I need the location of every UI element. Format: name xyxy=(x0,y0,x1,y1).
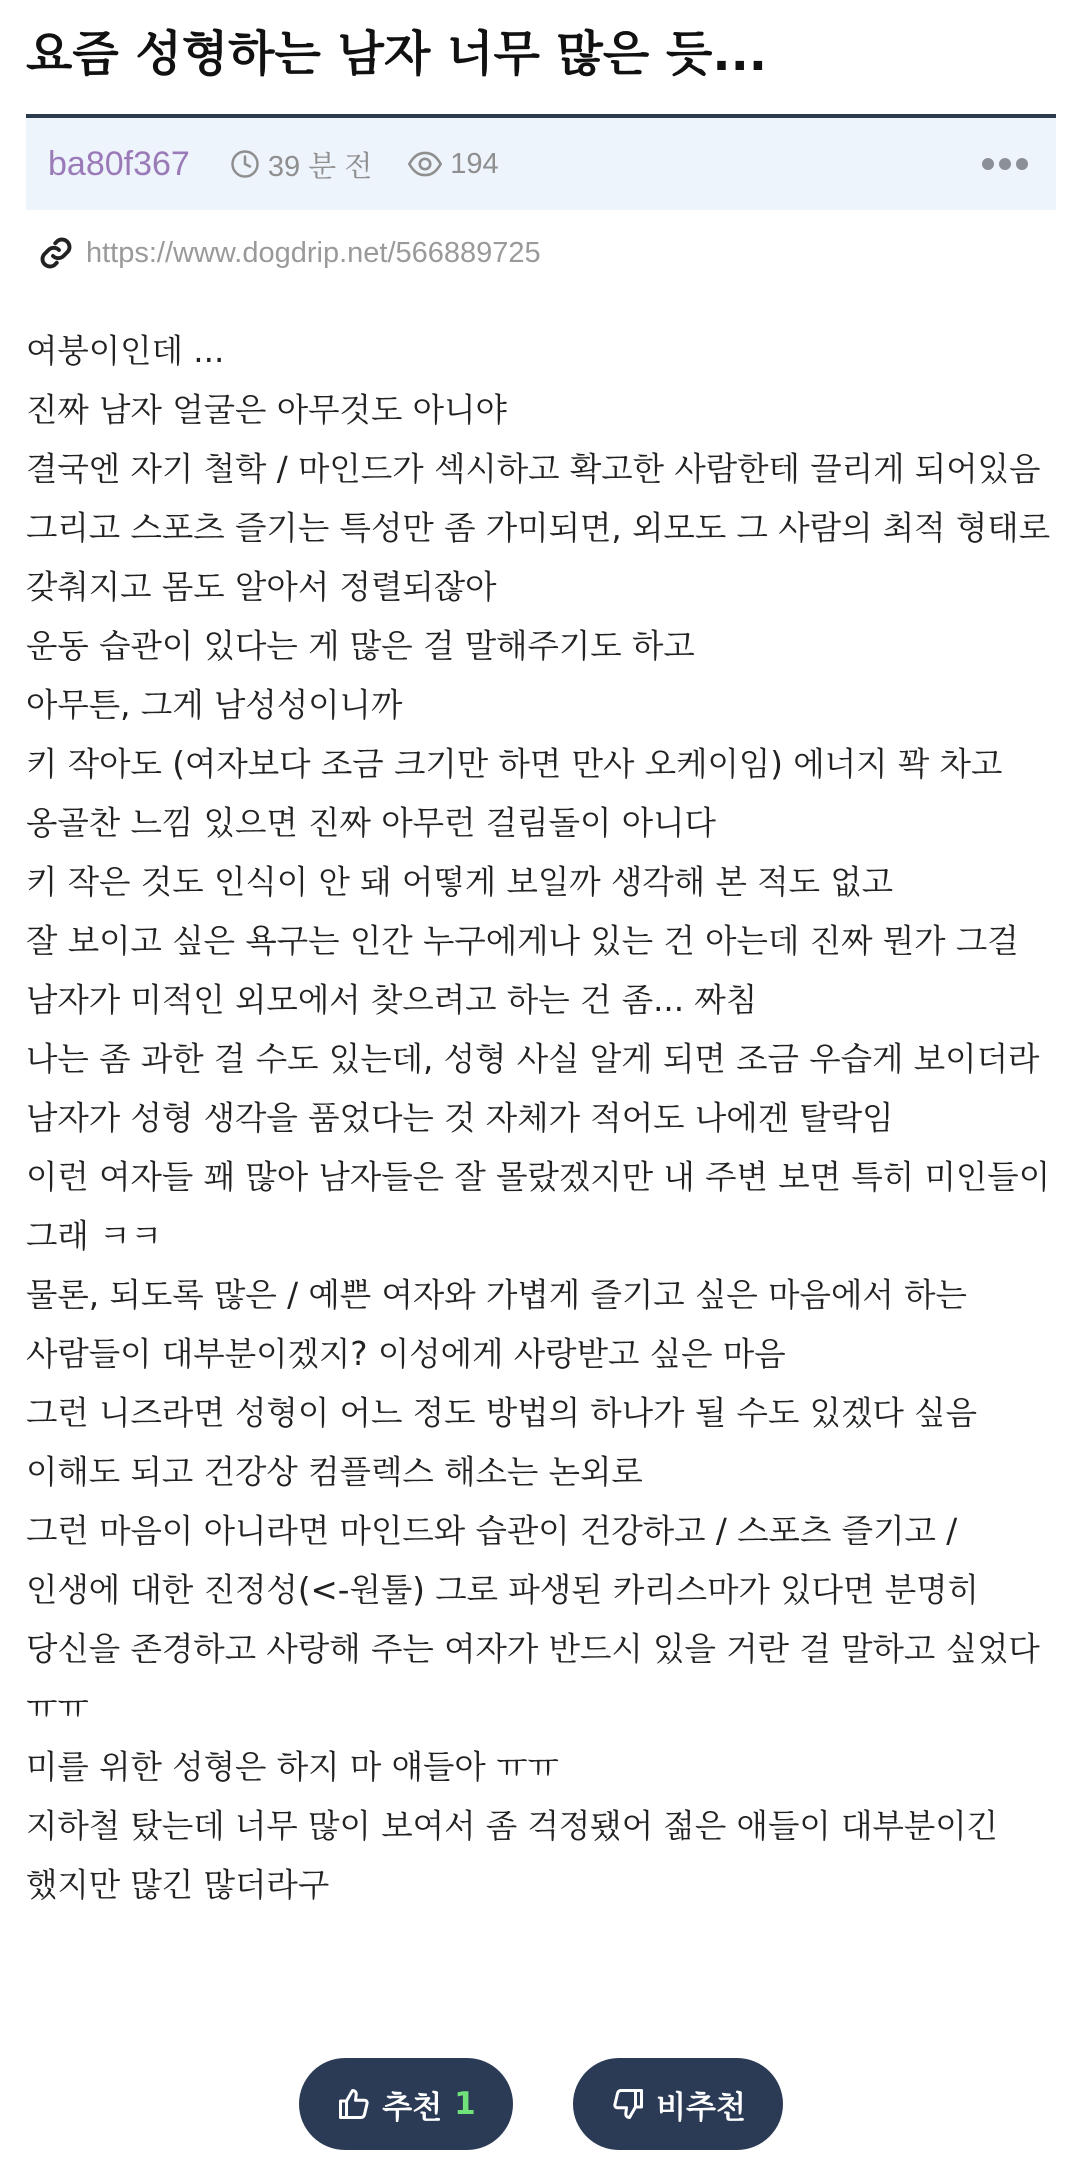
post-title: 요즘 성형하는 남자 너무 많은 듯... xyxy=(26,26,768,82)
more-options-button[interactable] xyxy=(976,148,1034,180)
body-paragraph: 운동 습관이 있다는 게 많은 걸 말해주기도 하고 xyxy=(26,627,695,665)
thumbs-up-icon xyxy=(336,2086,372,2122)
post-link-row xyxy=(26,210,1056,296)
view-count: 194 xyxy=(450,147,499,180)
post-time xyxy=(230,144,372,185)
body-paragraph: 미를 위한 성형은 하지 마 얘들아 ㅠㅠ xyxy=(26,1748,559,1786)
body-paragraph: 키 작아도 (여자보다 조금 크기만 하면 만사 오케이임) 에너지 꽉 차고 옹골찬 느낌 있으면 진짜 아무런 걸림돌이 아니다 xyxy=(26,745,1003,842)
eye-icon xyxy=(408,149,442,179)
body-paragraph: 진짜 남자 얼굴은 아무것도 아니야 xyxy=(26,391,507,429)
post-meta-bar xyxy=(26,118,1056,210)
vote-buttons xyxy=(26,2058,1056,2150)
downvote-button[interactable] xyxy=(573,2058,783,2150)
body-paragraph: 여붕이인데 ... xyxy=(26,332,225,370)
post-page xyxy=(26,0,1056,2126)
post-time-text: 39 분 전 xyxy=(267,150,373,183)
more-icon-dot xyxy=(1016,158,1028,170)
upvote-count: 1 xyxy=(454,2086,476,2122)
body-paragraph: 그리고 스포츠 즐기는 특성만 좀 가미되면, 외모도 그 사람의 최적 형태로 갖춰지고 몸도 알아서 정렬되잖아 xyxy=(26,509,1051,606)
body-paragraph: 나는 좀 과한 걸 수도 있는데, 성형 사실 알게 되면 조금 우습게 보이더라 남자가 성형 생각을 품었다는 것 자체가 적어도 나에겐 탈락임 xyxy=(26,1040,1040,1137)
body-paragraph: 이런 여자들 꽤 많아 남자들은 잘 몰랐겠지만 내 주변 보면 특히 미인들이 그래 ㅋㅋ xyxy=(26,1158,1051,1255)
body-paragraph: 잘 보이고 싶은 욕구는 인간 누구에게나 있는 건 아는데 진짜 뭔가 그걸 남자가 미적인 외모에서 찾으려고 하는 건 좀... 짜침 xyxy=(26,922,1019,1019)
body-paragraph: 아무튼, 그게 남성성이니까 xyxy=(26,686,403,724)
post-url-link[interactable]: https://www.dogdrip.net/566889725 xyxy=(86,236,541,269)
body-paragraph: 그런 마음이 아니라면 마인드와 습관이 건강하고 / 스포츠 즐기고 / 인생에 대한 진정성(<-원툴) 그로 파생된 카리스마가 있다면 분명히 당신을 존경하고 사랑해 주는 여자가 반드시 있을 거란 걸 말하고 싶었다 ㅠㅠ xyxy=(26,1512,1040,1727)
clock-icon xyxy=(230,149,260,179)
more-icon xyxy=(982,158,994,170)
body-paragraph: 키 작은 것도 인식이 안 돼 어떻게 보일까 생각해 본 적도 없고 xyxy=(26,863,894,901)
downvote-label: 비추천 xyxy=(656,2089,746,2126)
post-body xyxy=(26,322,1056,1915)
body-paragraph: 그런 니즈라면 성형이 어느 정도 방법의 하나가 될 수도 있겠다 싶음 이해도 되고 건강상 컴플렉스 해소는 논외로 xyxy=(26,1394,977,1491)
body-paragraph: 물론, 되도록 많은 / 예쁜 여자와 가볍게 즐기고 싶은 마음에서 하는 사람들이 대부분이겠지? 이성에게 사랑받고 싶은 마음 xyxy=(26,1276,967,1373)
upvote-label: 추천 xyxy=(382,2089,443,2126)
body-paragraph: 지하철 탔는데 너무 많이 보여서 좀 걱정됐어 젊은 애들이 대부분이긴 했지만 많긴 많더라구 xyxy=(26,1807,999,1904)
body-paragraph: 결국엔 자기 철학 / 마인드가 섹시하고 확고한 사람한테 끌리게 되어있음 xyxy=(26,450,1041,488)
thumbs-down-icon xyxy=(610,2086,646,2122)
author-name[interactable]: ba80f367 xyxy=(48,144,190,183)
upvote-button[interactable] xyxy=(299,2058,513,2150)
post-views xyxy=(408,148,498,181)
more-icon-dot xyxy=(999,158,1011,170)
link-icon xyxy=(38,235,74,271)
